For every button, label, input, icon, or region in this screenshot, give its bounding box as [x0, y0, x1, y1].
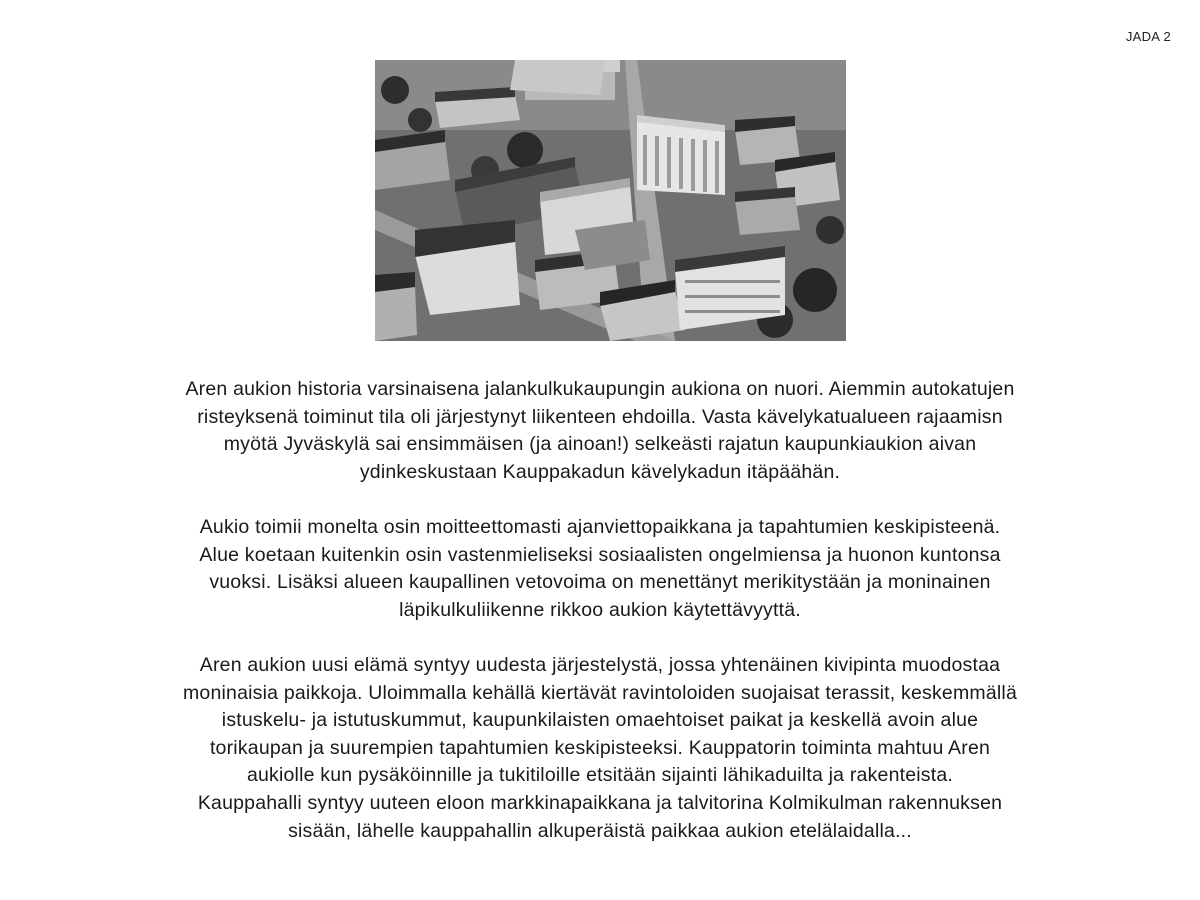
text-line: Kauppahalli syntyy uuteen eloon markkinapaikkana ja talvitorina Kolmikulman rakennuksen: [197, 791, 1003, 814]
text-line: risteyksenä toiminut tila oli järjestynyt liikenteen ehdoilla. Vasta kävelykatualueen rajaamisn: [197, 405, 1003, 428]
paragraph-1: [100, 376, 1100, 486]
text-line: Alue koetaan kuitenkin osin vastenmieliseksi sosiaalisten ongelmiensa ja huonon kuntonsa: [199, 543, 1001, 566]
text-line: aukiolle kun pysäköinnille ja tukitiloille etsitään sijainti lähikaduilta ja rakenteista.: [246, 764, 954, 787]
text-line: Aren aukion uusi elämä syntyy uudesta järjestelystä, jossa yhtenäinen kivipinta muodostaa: [199, 653, 1001, 676]
body-text: [100, 376, 1100, 873]
text-line: istuskelu- ja istutuskummut, kaupunkilaisten omaehtoiset paikat ja keskellä avoin alue: [221, 709, 979, 732]
text-line: ydinkeskustaan Kauppakadun kävelykadun itäpäähän.: [359, 460, 841, 483]
page-label: JADA 2: [1125, 29, 1171, 44]
paragraph-3: [100, 652, 1100, 845]
text-line: torikaupan ja suurempien tapahtumien keskipisteeksi. Kauppatorin toiminta mahtuu Aren: [209, 736, 991, 759]
text-line: sisään, lähelle kauppahallin alkuperäistä paikkaa aukion etelälaidalla...: [288, 819, 912, 842]
text-line: myötä Jyväskylä sai ensimmäisen (ja ainoan!) selkeästi rajatun kaupunkiaukion aivan: [223, 433, 977, 456]
paragraph-2: [100, 514, 1100, 624]
text-line: läpikulkuliikenne rikkoo aukion käytettävyyttä.: [399, 598, 801, 621]
text-line: moninaisia paikkoja. Uloimmalla kehällä kiertävät ravintoloiden suojaisat terassit, keskemmällä: [182, 681, 1018, 704]
aerial-city-photo-image: [375, 60, 846, 341]
text-line: Aukio toimii monelta osin moitteettomasti ajanviettopaikkana ja tapahtumien keskipisteenä.: [199, 515, 1001, 538]
aerial-city-photo: [375, 60, 846, 341]
text-line: vuoksi. Lisäksi alueen kaupallinen vetovoima on menettänyt merikitystään ja moninainen: [209, 571, 991, 594]
text-line: Aren aukion historia varsinaisena jalankulkukaupungin aukiona on nuori. Aiemmin autokatujen: [185, 378, 1015, 400]
